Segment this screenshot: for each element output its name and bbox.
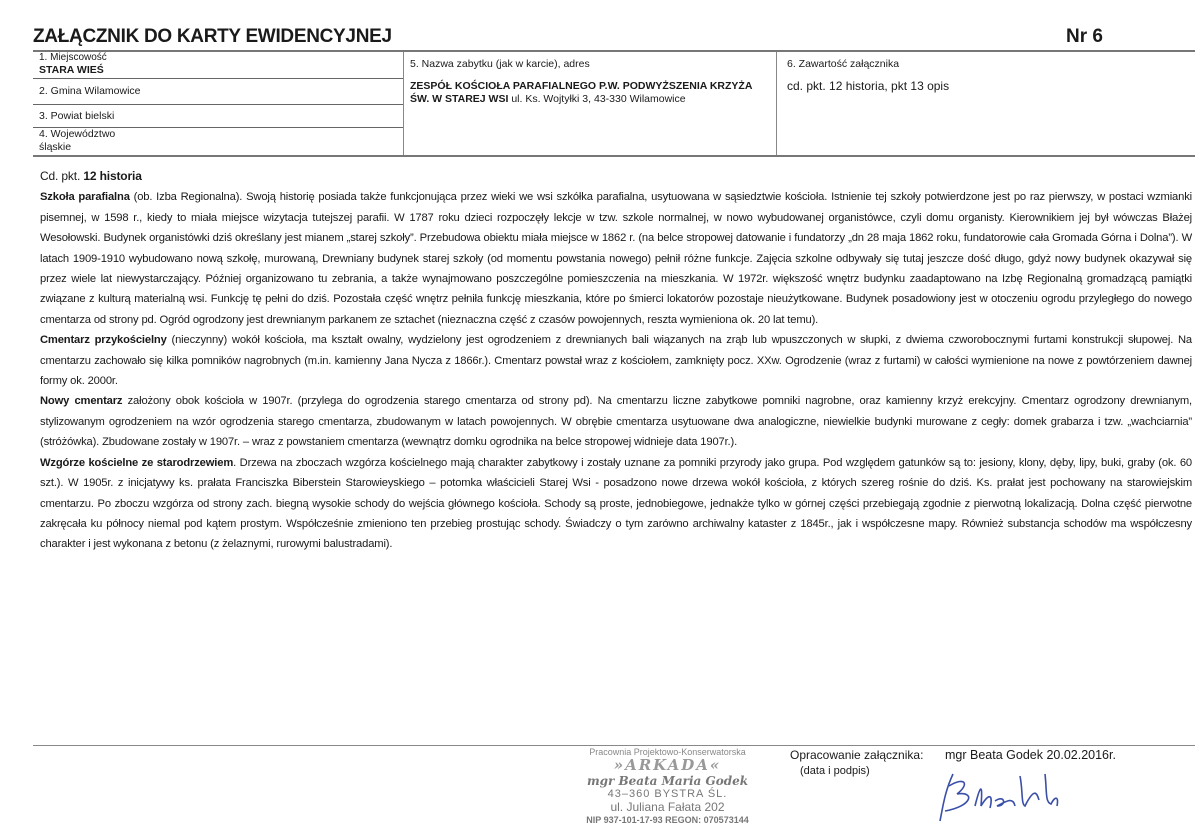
locality-label: 1. Miejscowość	[39, 52, 107, 63]
stamp-line: Pracownia Projektowo-Konserwatorska	[589, 747, 746, 757]
monument-label: 5. Nazwa zabytku (jak w karcie), adres	[410, 58, 590, 70]
monument-name-address	[404, 70, 776, 106]
document-title: ZAŁĄCZNIK DO KARTY EWIDENCYJNEJ	[33, 26, 392, 47]
location-column	[33, 52, 404, 155]
paragraph-lead: Wzgórze kościelne ze starodrzewiem	[40, 456, 234, 469]
stamp-line: ul. Juliana Fałata 202	[610, 800, 725, 815]
section-prefix: Cd. pkt.	[40, 169, 84, 183]
content-column	[777, 52, 1195, 155]
commune-field: 2. Gmina Wilamowice	[33, 79, 403, 105]
stamp-line: mgr Beata Maria Godek	[586, 773, 749, 788]
paragraph-text: założony obok kościoła w 1907r. (przylega do ogrodzenia starego cmentarza od strony pd). Na cmentarzu liczne zabytkowe pomniki nagrobne, oraz kamienny krzyż erekcyjny. Cmentarz ogrodzony drewnianym, stylizowanym ogrodzeniem na wzór ogrodzenia starego cmentarza, zbudowanym w latach powojennych. W obrębie cmentarza usytuowane dwa analogiczne, niewielkie budynki murowane z cegły: domek grabarza i tzw. „wachciarnia” (stróżówka). Zbudowane zostały w 1907r. – wraz z powstaniem cmentarza (wewnątrz domku ogrodnika na belce stropowej widnieje data 1907r.).	[40, 395, 1192, 449]
content-label: 6. Zawartość załącznika	[787, 58, 900, 70]
handwritten-signature	[935, 766, 1085, 826]
section-number: 12 historia	[83, 169, 142, 183]
paragraph-church-cemetery	[40, 330, 1192, 391]
author-and-date: mgr Beata Godek 20.02.2016r.	[945, 748, 1116, 762]
locality-field	[33, 52, 403, 79]
section-heading	[40, 166, 1192, 186]
stamp-line: »ARKADA«	[613, 756, 722, 775]
voivodeship-field	[33, 128, 403, 155]
content-value: cd. pkt. 12 historia, pkt 13 opis	[787, 79, 950, 93]
date-signature-label: (data i podpis)	[800, 765, 870, 777]
paragraph-text: . Drzewa na zboczach wzgórza kościelnego mają charakter zabytkowy i zostały uznane za pomniki przyrody jako grupa. Pod względem gatunków są to: jesiony, klony, dęby, lipy, buki, graby (ok. 60 szt.). W 1905r. z inicjatywy ks. prałata Franciszka Biberstein Starowieyskiego – potomka właścicieli Starej Wsi - posadzono nowe drzewa wokół kościoła, z których szereg rośnie do dziś. Ks. prałat jest pochowany na starowiejskim cmentarzu. Po zboczu wzgórza od strony zach. biegną wysokie schody do wejścia głównego kościoła. Schody są proste, jednobiegowe, jednakże tylko w górnej części przebiegają zgodnie z pierwotną lokalizacją. Dolna część pierwotne zakręcała ku północy niemal pod kątem prostym. Współcześnie zmieniono ten przebieg prostując schody. Świadczy o tym zarówno archiwalny kataster z 1845r., jak i współczesne mapy. Również substancja schodów ma współczesny charakter i jest wykonana z betonu (z żelaznymi, rurowymi balustradami).	[40, 456, 1192, 551]
company-stamp	[555, 747, 780, 825]
locality-value: STARA WIEŚ	[39, 64, 104, 76]
stamp-line: NIP 937-101-17-93 REGON: 070573144	[586, 814, 749, 825]
paragraph-lead: Cmentarz przykościelny	[40, 334, 167, 347]
history-text	[40, 166, 1192, 555]
prepared-by-label: Opracowanie załącznika:	[790, 748, 924, 762]
header-table	[33, 50, 1195, 157]
district-field: 3. Powiat bielski	[33, 105, 403, 128]
voivodeship-value: śląskie	[39, 141, 72, 153]
paragraph-text: (ob. Izba Regionalna). Swoją historię posiada także funkcjonująca przez wieki we wsi szkółka parafialna, usytuowana w sąsiedztwie kościoła. Istnienie tej szkoły potwierdzone jest po raz pierwszy, w postaci wzmianki pisemnej, w 1598 r., kiedy to miała miejsce wizytacja tutejszej parafii. W 1787 roku dzieci rozpoczęły lekcje w tzw. szkole normalnej, w nowo wybudowanej organistówce, czyli domu organisty. Kierownikiem jej był wówczas Błażej Wesołowski. Budynek organistówki dziś określany jest mianem „starej szkoły”. Przebudowa obiektu miała miejsce w 1862 r. (na belce stropowej datowanie i fundatorzy „dn 28 maja 1862 roku, fundatorowie cała Gromada Górna i Dolna”). W latach 1909-1910 wybudowano nową szkołę, murowaną, Drewniany budynek starej szkoły (od momentu powstania nowego) pełnił różne funkcje. Zajęcia szkolne odbywały się tutaj jeszcze dość długo, gdyż nowy budynek okazywał się przez wiele lat niewystarczający. Później organizowano tu zebrania, a także wynajmowano poszczególne pomieszczenia na mieszkania. W 1972r. większość wnętrz budynku zaadaptowano na Izbę Regionalną gromadzącą pamiątki związane z kulturą materialną wsi. Funkcję tę pełni do dziś. Pozostała część wnętrz pełniła funkcję mieszkania, które po śmierci lokatorów pozostaje nieużytkowane. Budynek posadowiony jest w otoczeniu ogrodu przyległego do nowego cmentarza od strony pd. Ogród ogrodzony jest drewnianym parkanem ze sztachet (nieznaczna część z czasów powojennych, reszta wymieniona ok. 20 lat temu).	[40, 191, 1192, 326]
monument-column	[404, 52, 777, 155]
stamp-line: 43–360 BYSTRA ŚL.	[607, 788, 728, 801]
voivodeship-label: 4. Województwo	[39, 128, 116, 140]
attachment-number: Nr 6	[1066, 26, 1103, 47]
footer-divider	[33, 745, 1195, 746]
paragraph-new-cemetery	[40, 391, 1192, 452]
paragraph-church-hill	[40, 453, 1192, 555]
paragraph-text: (nieczynny) wokół kościoła, ma kształt owalny, wydzielony jest ogrodzeniem z drewnianych bali wiązanych na zrąb lub wpuszczonych w słupki, z dwiema czworobocznymi furtami konstrukcji słupowej. Na cmentarzu zachowało się kilka pomników nagrobnych (m.in. kamienny Jana Nycza z 1866r.). Cmentarz powstał wraz z kościołem, zamknięty pocz. XXw. Ogrodzenie (wraz z furtami) w całości wymienione na nowe z powtórzeniem dawnej formy ok. 2000r.	[40, 334, 1192, 388]
paragraph-lead: Szkoła parafialna	[40, 191, 130, 204]
paragraph-parish-school	[40, 187, 1192, 330]
paragraph-lead: Nowy cmentarz	[40, 395, 123, 408]
monument-address: ul. Ks. Wojtyłki 3, 43-330 Wilamowice	[508, 93, 686, 105]
monument-name: ZESPÓŁ KOŚCIOŁA PARAFIALNEGO P.W. PODWYŻSZENIA KRZYŻA ŚW. W STAREJ WSI	[410, 80, 753, 105]
